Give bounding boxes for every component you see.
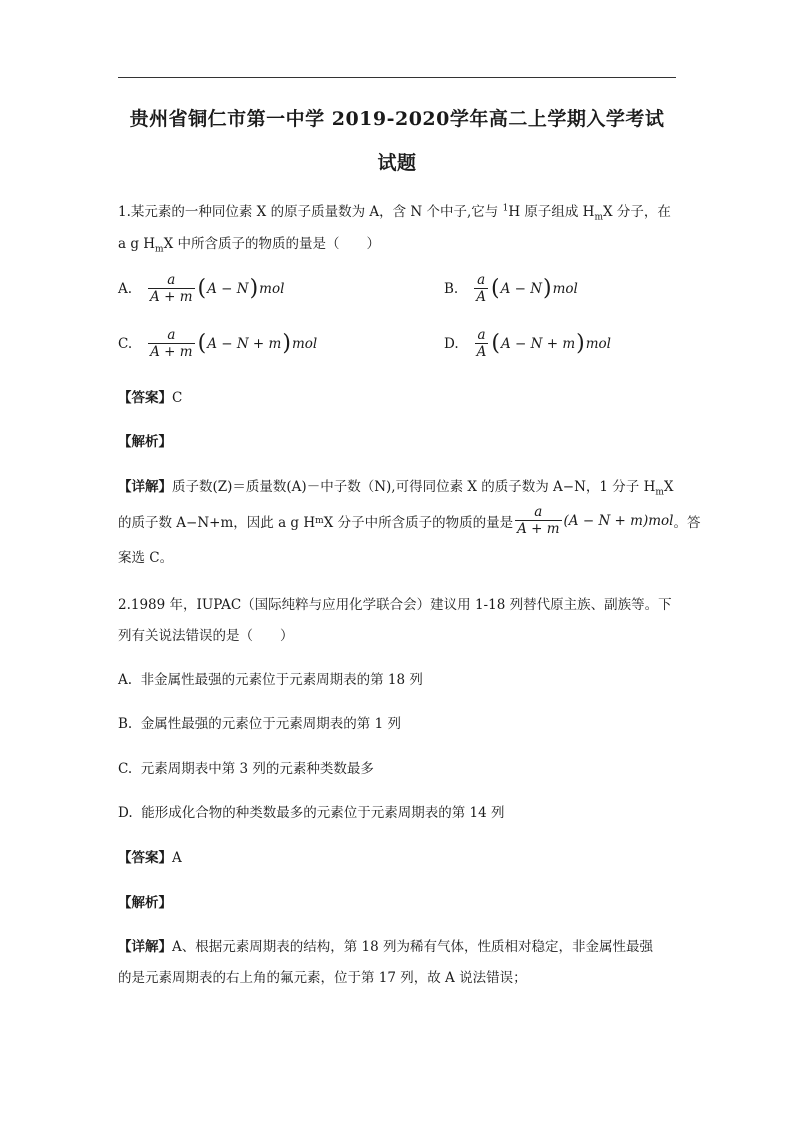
q2-stem-line2: 列有关说法错误的是（ ） [118, 628, 294, 644]
fraction: $\frac{a}{A + m}$ [150, 272, 193, 305]
fraction: $\frac{a}{A}$ [476, 327, 487, 360]
q1-option-d: D. $\frac{a}{A}$ ( A − N + m ) mol [444, 327, 611, 360]
q2-option-d: D. 能形成化合物的种类数最多的元素位于元素周期表的第 14 列 [118, 805, 505, 821]
q2-detail-line2: 的是元素周期表的右上角的氟元素，位于第 17 列，故 A 说法错误； [118, 970, 527, 986]
q2-option-a: A. 非金属性最强的元素位于元素周期表的第 18 列 [118, 672, 423, 688]
fraction: $\frac{a}{A}$ [476, 272, 486, 305]
page-title: 贵州省铜仁市第一中学 2019-2020学年高二上学期入学考试 [129, 108, 665, 130]
q1-detail-line3: 案选 C。 [118, 550, 174, 566]
q1-option-c: C. $\frac{a}{A + m}$ ( A − N + m ) mol [118, 327, 318, 360]
q2-detail-line1: 【详解】A、根据元素周期表的结构，第 18 列为稀有气体，性质相对稳定，非金属性最强 [118, 939, 654, 955]
q2-analysis-tag: 【解析】 [118, 895, 172, 911]
fraction: $\frac{a}{A + m}$ [517, 504, 560, 537]
q1-stem-line1: 1.某元素的一种同位素 X 的原子质量数为 A，含 N 个中子,它与 $^1$H 原子组成 $H_mX$ 分子，在 [118, 203, 671, 223]
q1-option-a: A. $\frac{a}{A + m}$ ( A − N ) mol [118, 272, 285, 305]
q1-option-b: B. $\frac{a}{A}$ ( A − N ) mol [444, 272, 578, 305]
q1-detail-line2: 的质子数 A−N+m，因此 a g H m X 分子中所含质子的物质的量是 $\frac{a}{A + m}$ (A − N + m)mol 。答 [118, 504, 701, 537]
q1-stem-line2: a g $H_mX$ 中所含质子的物质的量是（ ） [118, 236, 380, 255]
page-title-cont: 试题 [377, 152, 417, 174]
q2-answer: 【答案】A [118, 850, 182, 866]
q1-detail-line1: 【详解】质子数(Z)＝质量数(A)－中子数（N),可得同位素 X 的质子数为 A−N，1 分子 $H_mX$ [118, 479, 674, 498]
q2-option-b: B. 金属性最强的元素位于元素周期表的第 1 列 [118, 716, 401, 732]
q2-option-c: C. 元素周期表中第 3 列的元素种类数最多 [118, 761, 374, 777]
q2-stem-line1: 2.1989 年，IUPAC（国际纯粹与应用化学联合会）建议用 1-18 列替代原主族、副族等。下 [118, 597, 672, 613]
q1-answer: 【答案】C [118, 390, 183, 406]
header-rule [118, 77, 676, 78]
q1-analysis-tag: 【解析】 [118, 434, 172, 450]
fraction: $\frac{a}{A + m}$ [150, 327, 193, 360]
